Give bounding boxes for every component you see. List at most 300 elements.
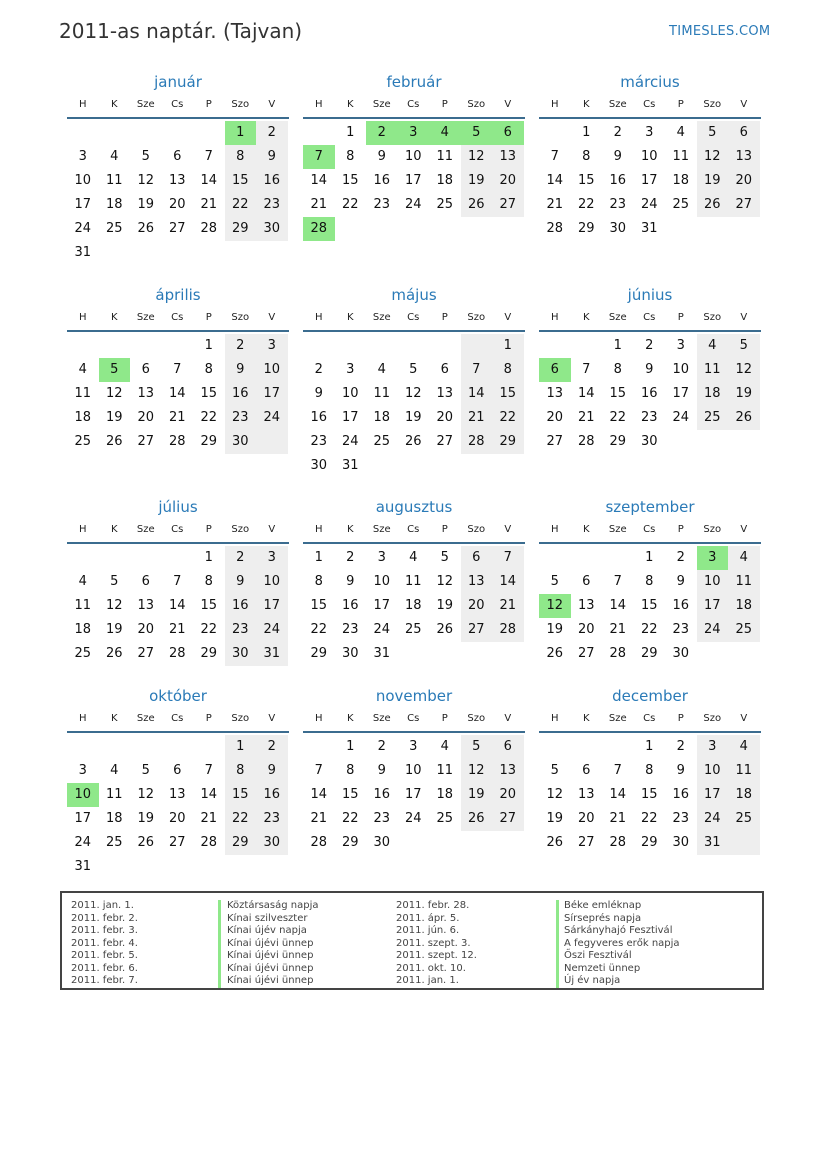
day-cell: 8	[613, 362, 622, 377]
brand-link[interactable]: TIMESLES.COM	[669, 24, 771, 39]
month-9	[539, 498, 761, 698]
day-cell: 12	[735, 362, 753, 377]
day-cell: 17	[672, 386, 690, 401]
holiday-day-cell: 5	[99, 358, 131, 382]
day-cell: 24	[373, 622, 391, 637]
day-cell: 7	[613, 763, 622, 778]
day-cell: 19	[137, 811, 155, 826]
weekday-label: V	[268, 312, 276, 323]
month-name: szeptember	[605, 498, 695, 516]
day-cell: 22	[310, 622, 328, 637]
day-cell: 26	[404, 434, 422, 449]
day-cell: 25	[105, 221, 123, 236]
day-cell: 17	[703, 598, 721, 613]
weekday-header	[539, 524, 761, 540]
month-name: július	[158, 498, 198, 516]
day-cell: 2	[676, 550, 685, 565]
day-cell: 18	[436, 173, 454, 188]
weekday-label: K	[582, 524, 590, 535]
day-cell: 24	[404, 811, 422, 826]
day-cell: 18	[373, 410, 391, 425]
weekday-label: V	[268, 524, 276, 535]
legend-date: 2011. jan. 1.	[396, 975, 459, 986]
day-cell: 2	[267, 125, 276, 140]
day-cell: 20	[137, 622, 155, 637]
weekday-label: Szo	[231, 524, 250, 535]
day-cell: 9	[267, 763, 276, 778]
day-cell: 29	[341, 835, 359, 850]
weekday-label: V	[740, 312, 748, 323]
month-name: augusztus	[375, 498, 453, 516]
day-cell: 12	[703, 149, 721, 164]
day-cell: 15	[231, 173, 249, 188]
weekday-label: Szo	[703, 524, 722, 535]
weekday-label: Sze	[372, 524, 391, 535]
day-cell: 16	[231, 386, 249, 401]
day-cell: 10	[672, 362, 690, 377]
day-cell: 22	[499, 410, 517, 425]
weekday-header	[303, 713, 525, 729]
legend-date: 2011. ápr. 5.	[396, 912, 460, 924]
day-cell: 7	[173, 574, 182, 589]
day-cell: 19	[137, 197, 155, 212]
header-divider	[67, 330, 289, 332]
weekday-label: V	[504, 524, 512, 535]
day-cell: 25	[436, 197, 454, 212]
month-name: november	[375, 687, 453, 705]
weekday-label: Sze	[372, 99, 391, 110]
weekday-label: P	[677, 99, 684, 110]
weekday-label: K	[582, 99, 590, 110]
day-cell: 4	[78, 574, 87, 589]
day-cell: 20	[577, 622, 595, 637]
day-cell: 21	[499, 598, 517, 613]
day-cell: 31	[373, 646, 391, 661]
day-cell: 19	[467, 173, 485, 188]
day-cell: 20	[735, 173, 753, 188]
weekday-label: Cs	[407, 524, 420, 535]
weekday-label: Cs	[643, 524, 656, 535]
holiday-day-cell: 6	[539, 358, 571, 382]
day-cell: 11	[105, 173, 123, 188]
holiday-day-cell: 2	[366, 121, 398, 145]
month-10	[67, 687, 289, 887]
day-cell: 28	[200, 221, 218, 236]
day-cell: 19	[105, 622, 123, 637]
weekday-label: Cs	[643, 312, 656, 323]
day-cell: 21	[200, 811, 218, 826]
header-divider	[67, 731, 289, 733]
weekday-label: K	[110, 99, 118, 110]
month-12	[539, 687, 761, 887]
header-divider	[303, 542, 525, 544]
legend-right-names	[564, 900, 680, 988]
day-cell: 29	[200, 646, 218, 661]
day-cell: 29	[640, 835, 658, 850]
weekday-label: Sze	[608, 99, 627, 110]
day-cell: 22	[577, 197, 595, 212]
day-cell: 8	[645, 574, 654, 589]
day-cell: 15	[499, 386, 517, 401]
day-cell: 31	[640, 221, 658, 236]
weekday-label: Cs	[171, 713, 184, 724]
weekday-label: H	[78, 524, 87, 535]
weekday-label: Szo	[703, 713, 722, 724]
weekday-label: V	[268, 713, 276, 724]
day-cell: 28	[609, 835, 627, 850]
legend-name: Kínai újév napja	[227, 925, 307, 936]
month-11	[303, 687, 525, 887]
month-7	[67, 498, 289, 698]
day-cell: 9	[346, 574, 355, 589]
day-cell: 25	[74, 434, 92, 449]
day-cell: 13	[436, 386, 454, 401]
weekday-label: Cs	[643, 99, 656, 110]
month-3	[539, 73, 761, 273]
day-cell: 23	[373, 197, 391, 212]
day-cell: 9	[676, 574, 685, 589]
day-cell: 10	[74, 173, 92, 188]
day-cell: 27	[137, 646, 155, 661]
legend-name: Kínai újévi ünnep	[227, 937, 314, 949]
day-cell: 15	[609, 386, 627, 401]
weekday-label: H	[314, 312, 323, 323]
legend-date: 2011. febr. 2.	[71, 912, 138, 924]
day-cell: 15	[640, 598, 658, 613]
day-cell: 15	[310, 598, 328, 613]
weekday-header	[303, 524, 525, 540]
day-cell: 8	[346, 149, 355, 164]
day-cell: 2	[613, 125, 622, 140]
day-cell: 20	[137, 410, 155, 425]
legend-name: Nemzeti ünnep	[564, 962, 641, 974]
weekday-label: Szo	[231, 713, 250, 724]
day-cell: 10	[640, 149, 658, 164]
legend-name: Kínai újévi ünnep	[227, 975, 314, 986]
day-cell: 26	[467, 197, 485, 212]
day-cell: 26	[105, 434, 123, 449]
day-cell: 24	[263, 410, 281, 425]
day-cell: 3	[377, 550, 386, 565]
holiday-day-cell: 12	[539, 594, 571, 618]
day-cell: 15	[200, 598, 218, 613]
weekday-header	[539, 713, 761, 729]
legend-right-dates	[396, 900, 477, 988]
day-cell: 16	[373, 787, 391, 802]
legend-name: Köztársaság napja	[227, 900, 319, 911]
weekday-label: K	[346, 524, 354, 535]
day-grid	[539, 546, 761, 690]
legend-left-marker	[218, 900, 221, 988]
day-cell: 12	[137, 173, 155, 188]
day-cell: 3	[267, 550, 276, 565]
day-cell: 27	[577, 646, 595, 661]
legend-date: 2011. szept. 12.	[396, 950, 477, 961]
day-cell: 15	[231, 787, 249, 802]
day-cell: 28	[546, 221, 564, 236]
holiday-day-cell: 7	[303, 145, 335, 169]
day-cell: 14	[609, 598, 627, 613]
day-cell: 16	[609, 173, 627, 188]
day-cell: 11	[404, 574, 422, 589]
day-grid	[539, 735, 761, 879]
header-divider	[539, 542, 761, 544]
day-cell: 26	[546, 646, 564, 661]
day-cell: 19	[404, 410, 422, 425]
day-cell: 25	[436, 811, 454, 826]
header-divider	[539, 731, 761, 733]
day-cell: 4	[440, 739, 449, 754]
weekday-header	[67, 524, 289, 540]
day-cell: 5	[110, 574, 119, 589]
month-name: március	[620, 73, 680, 91]
weekday-label: P	[205, 524, 212, 535]
weekday-label: P	[441, 524, 448, 535]
day-cell: 3	[409, 739, 418, 754]
weekday-label: Sze	[136, 312, 155, 323]
weekday-label: Sze	[136, 713, 155, 724]
day-cell: 27	[436, 434, 454, 449]
day-cell: 18	[436, 787, 454, 802]
weekday-label: K	[110, 524, 118, 535]
day-cell: 12	[546, 787, 564, 802]
day-cell: 14	[499, 574, 517, 589]
day-grid	[67, 546, 289, 690]
day-cell: 17	[373, 598, 391, 613]
day-cell: 27	[499, 811, 517, 826]
day-cell: 10	[263, 574, 281, 589]
weekday-label: K	[346, 713, 354, 724]
day-grid	[67, 121, 289, 265]
day-grid	[67, 334, 289, 478]
day-cell: 21	[609, 811, 627, 826]
header-divider	[303, 731, 525, 733]
legend-name: A fegyveres erők napja	[564, 937, 680, 949]
day-cell: 28	[499, 622, 517, 637]
day-cell: 1	[613, 338, 622, 353]
day-cell: 25	[735, 622, 753, 637]
day-cell: 21	[200, 197, 218, 212]
day-cell: 15	[341, 173, 359, 188]
day-cell: 4	[739, 550, 748, 565]
weekday-header	[539, 99, 761, 115]
day-cell: 30	[672, 835, 690, 850]
legend-right-marker	[556, 900, 559, 988]
weekday-label: V	[504, 713, 512, 724]
day-cell: 21	[310, 197, 328, 212]
weekday-label: Szo	[467, 99, 486, 110]
day-cell: 12	[436, 574, 454, 589]
day-cell: 23	[373, 811, 391, 826]
weekday-label: P	[677, 524, 684, 535]
day-cell: 22	[341, 197, 359, 212]
day-cell: 3	[676, 338, 685, 353]
day-cell: 6	[582, 574, 591, 589]
header-divider	[539, 117, 761, 119]
day-cell: 30	[263, 221, 281, 236]
day-cell: 4	[739, 739, 748, 754]
day-cell: 30	[609, 221, 627, 236]
day-cell: 18	[74, 410, 92, 425]
day-cell: 23	[341, 622, 359, 637]
day-cell: 1	[346, 125, 355, 140]
day-cell: 24	[703, 622, 721, 637]
legend-left-dates	[71, 900, 138, 988]
day-cell: 15	[341, 787, 359, 802]
day-cell: 22	[640, 622, 658, 637]
day-cell: 22	[341, 811, 359, 826]
day-cell: 11	[735, 763, 753, 778]
day-cell: 26	[105, 646, 123, 661]
weekday-label: Sze	[608, 524, 627, 535]
day-cell: 11	[436, 763, 454, 778]
day-cell: 8	[582, 149, 591, 164]
weekday-label: H	[550, 713, 559, 724]
header-divider	[67, 542, 289, 544]
day-cell: 18	[404, 598, 422, 613]
weekday-label: K	[110, 312, 118, 323]
month-name: május	[391, 286, 437, 304]
day-cell: 3	[78, 149, 87, 164]
weekday-label: Cs	[407, 713, 420, 724]
day-cell: 18	[105, 197, 123, 212]
weekday-header	[539, 312, 761, 328]
day-cell: 28	[168, 646, 186, 661]
weekday-label: P	[441, 312, 448, 323]
day-cell: 7	[173, 362, 182, 377]
day-cell: 30	[341, 646, 359, 661]
day-cell: 18	[703, 386, 721, 401]
day-cell: 17	[404, 787, 422, 802]
day-cell: 17	[263, 598, 281, 613]
day-cell: 24	[404, 197, 422, 212]
day-cell: 16	[640, 386, 658, 401]
day-cell: 2	[236, 550, 245, 565]
day-cell: 25	[404, 622, 422, 637]
legend-date: 2011. febr. 28.	[396, 900, 470, 911]
day-cell: 18	[105, 811, 123, 826]
legend-date: 2011. febr. 5.	[71, 950, 138, 961]
day-cell: 19	[703, 173, 721, 188]
day-cell: 23	[672, 622, 690, 637]
day-cell: 18	[735, 598, 753, 613]
day-cell: 10	[703, 574, 721, 589]
holiday-day-cell: 10	[67, 783, 99, 807]
month-name: október	[149, 687, 207, 705]
legend-date: 2011. febr. 6.	[71, 962, 138, 974]
day-cell: 3	[346, 362, 355, 377]
day-cell: 22	[200, 410, 218, 425]
day-cell: 7	[204, 149, 213, 164]
header-divider	[67, 117, 289, 119]
day-cell: 7	[472, 362, 481, 377]
month-name: június	[627, 286, 673, 304]
day-cell: 12	[467, 149, 485, 164]
day-cell: 14	[310, 787, 328, 802]
weekday-header	[67, 312, 289, 328]
day-cell: 18	[735, 787, 753, 802]
month-name: április	[155, 286, 201, 304]
weekday-header	[67, 99, 289, 115]
day-cell: 11	[703, 362, 721, 377]
day-cell: 13	[499, 763, 517, 778]
day-cell: 17	[263, 386, 281, 401]
day-cell: 21	[168, 622, 186, 637]
day-cell: 27	[546, 434, 564, 449]
day-cell: 2	[314, 362, 323, 377]
day-cell: 13	[467, 574, 485, 589]
month-8	[303, 498, 525, 698]
day-cell: 9	[676, 763, 685, 778]
weekday-label: V	[740, 524, 748, 535]
day-cell: 21	[467, 410, 485, 425]
day-cell: 24	[640, 197, 658, 212]
weekday-header	[67, 713, 289, 729]
day-cell: 24	[263, 622, 281, 637]
day-cell: 26	[467, 811, 485, 826]
day-grid	[303, 334, 525, 478]
day-cell: 14	[467, 386, 485, 401]
day-cell: 25	[105, 835, 123, 850]
weekday-label: H	[314, 524, 323, 535]
day-cell: 25	[373, 434, 391, 449]
day-cell: 21	[310, 811, 328, 826]
day-cell: 24	[74, 221, 92, 236]
day-cell: 23	[231, 410, 249, 425]
day-cell: 7	[204, 763, 213, 778]
month-4	[67, 286, 289, 486]
day-cell: 25	[735, 811, 753, 826]
day-cell: 7	[582, 362, 591, 377]
day-cell: 1	[314, 550, 323, 565]
legend-name: Kínai újévi ünnep	[227, 950, 314, 961]
day-cell: 27	[467, 622, 485, 637]
day-cell: 20	[577, 811, 595, 826]
day-cell: 22	[231, 811, 249, 826]
day-cell: 8	[236, 149, 245, 164]
weekday-label: H	[78, 99, 87, 110]
day-cell: 6	[440, 362, 449, 377]
day-cell: 14	[168, 598, 186, 613]
day-cell: 2	[676, 739, 685, 754]
day-cell: 5	[739, 338, 748, 353]
day-cell: 29	[231, 835, 249, 850]
day-cell: 3	[78, 763, 87, 778]
day-cell: 1	[582, 125, 591, 140]
day-cell: 24	[341, 434, 359, 449]
day-cell: 17	[74, 811, 92, 826]
day-cell: 11	[105, 787, 123, 802]
holiday-day-cell: 4	[429, 121, 461, 145]
day-cell: 28	[609, 646, 627, 661]
day-cell: 13	[546, 386, 564, 401]
day-cell: 12	[404, 386, 422, 401]
day-cell: 6	[173, 763, 182, 778]
day-cell: 18	[672, 173, 690, 188]
day-cell: 17	[74, 197, 92, 212]
weekday-label: Cs	[643, 713, 656, 724]
weekday-label: K	[346, 99, 354, 110]
day-cell: 7	[503, 550, 512, 565]
day-cell: 21	[609, 622, 627, 637]
legend-name: Sírseprés napja	[564, 912, 642, 924]
weekday-label: Szo	[231, 99, 250, 110]
day-cell: 14	[609, 787, 627, 802]
day-cell: 12	[105, 598, 123, 613]
day-cell: 26	[137, 835, 155, 850]
day-cell: 23	[609, 197, 627, 212]
weekday-label: Sze	[608, 312, 627, 323]
